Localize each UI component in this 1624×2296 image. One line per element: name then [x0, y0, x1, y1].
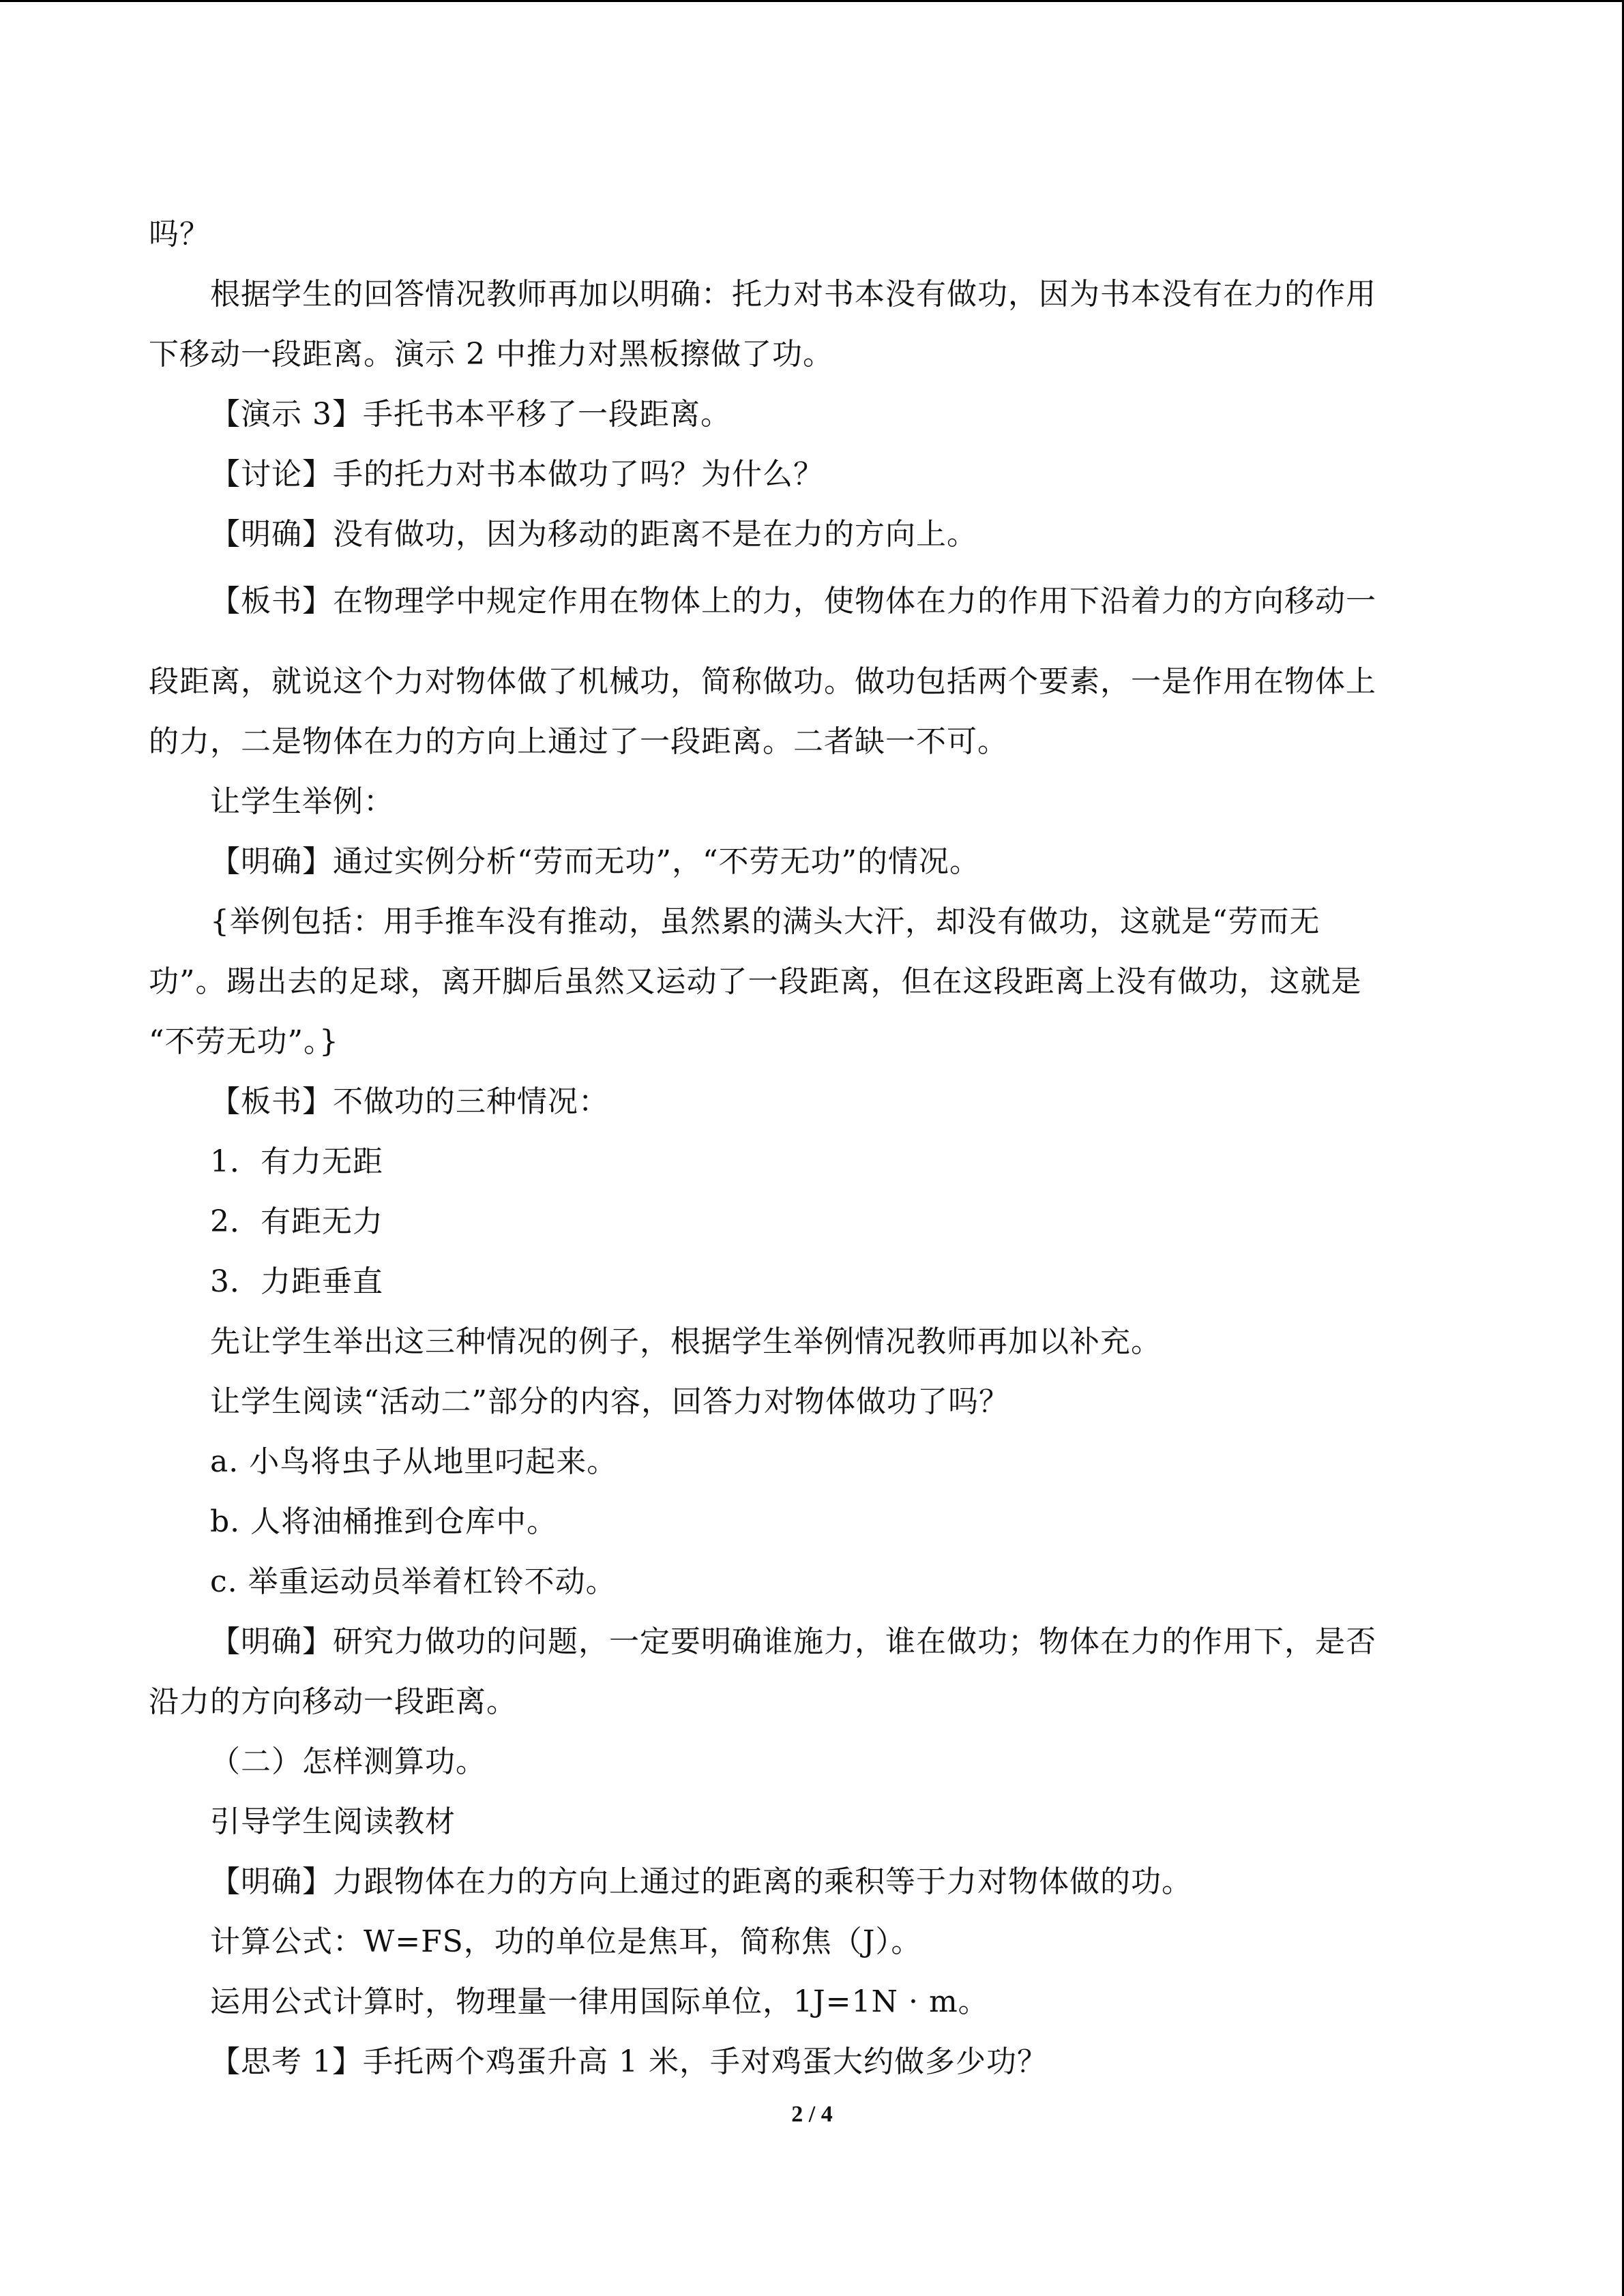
clarify-line: 【明确】研究力做功的问题，一定要明确谁施力，谁在做功；物体在力的作用下，是否 [210, 1624, 1376, 1659]
text-line: 吗？ [149, 217, 210, 252]
clarify-line: 【明确】通过实例分析“劳而无功”，“不劳无功”的情况。 [210, 844, 980, 879]
text-line: 引导学生阅读教材 [210, 1804, 456, 1839]
page-border-top [0, 0, 1624, 2]
text-line: 沿力的方向移动一段距离。 [149, 1684, 517, 1719]
formula-line: 计算公式：W=FS，功的单位是焦耳，简称焦（J）。 [210, 1924, 922, 1959]
demo-3-line: 【演示 3】手托书本平移了一段距离。 [210, 397, 731, 432]
text-line: 下移动一段距离。演示 2 中推力对黑板擦做了功。 [149, 337, 833, 372]
text-line: 段距离，就说这个力对物体做了机械功，简称做功。做功包括两个要素，一是作用在物体上 [149, 664, 1376, 699]
text-line: 先让学生举出这三种情况的例子，根据学生举例情况教师再加以补充。 [210, 1324, 1162, 1359]
list-item: a. 小鸟将虫子从地里叼起来。 [210, 1444, 618, 1479]
text-line: 功”。踢出去的足球，离开脚后虽然又运动了一段距离，但在这段距离上没有做功，这就是 [149, 964, 1362, 999]
page-number: 2 / 4 [791, 2102, 833, 2127]
clarify-line: 【明确】力跟物体在力的方向上通过的距离的乘积等于力对物体做的功。 [210, 1864, 1192, 1899]
list-item: 1．有力无距 [210, 1144, 383, 1179]
text-line: 运用公式计算时，物理量一律用国际单位，1J=1N · m。 [210, 1984, 989, 2019]
example-line: {举例包括：用手推车没有推动，虽然累的满头大汗，却没有做功，这就是“劳而无 [210, 904, 1320, 939]
list-item: 2．有距无力 [210, 1204, 383, 1239]
text-line: 的力，二是物体在力的方向上通过了一段距离。二者缺一不可。 [149, 724, 1008, 759]
blackboard-line: 【板书】在物理学中规定作用在物体上的力，使物体在力的作用下沿着力的方向移动一 [210, 584, 1376, 618]
list-item: b. 人将油桶推到仓库中。 [210, 1504, 558, 1539]
text-line: “不劳无功”。} [149, 1024, 339, 1059]
discussion-line: 【讨论】手的托力对书本做功了吗？为什么？ [210, 457, 824, 492]
clarify-line: 【明确】没有做功，因为移动的距离不是在力的方向上。 [210, 517, 977, 552]
section-heading: （二）怎样测算功。 [210, 1744, 486, 1779]
list-item: 3．力距垂直 [210, 1264, 383, 1299]
list-item: c. 举重运动员举着杠铃不动。 [210, 1564, 617, 1599]
text-line: 根据学生的回答情况教师再加以明确：托力对书本没有做功，因为书本没有在力的作用 [210, 277, 1376, 312]
think-line: 【思考 1】手托两个鸡蛋升高 1 米，手对鸡蛋大约做多少功？ [210, 2044, 1048, 2079]
text-line: 让学生阅读“活动二”部分的内容，回答力对物体做功了吗？ [210, 1384, 1009, 1419]
blackboard-line: 【板书】不做功的三种情况： [210, 1084, 609, 1119]
text-line: 让学生举例： [210, 784, 394, 819]
